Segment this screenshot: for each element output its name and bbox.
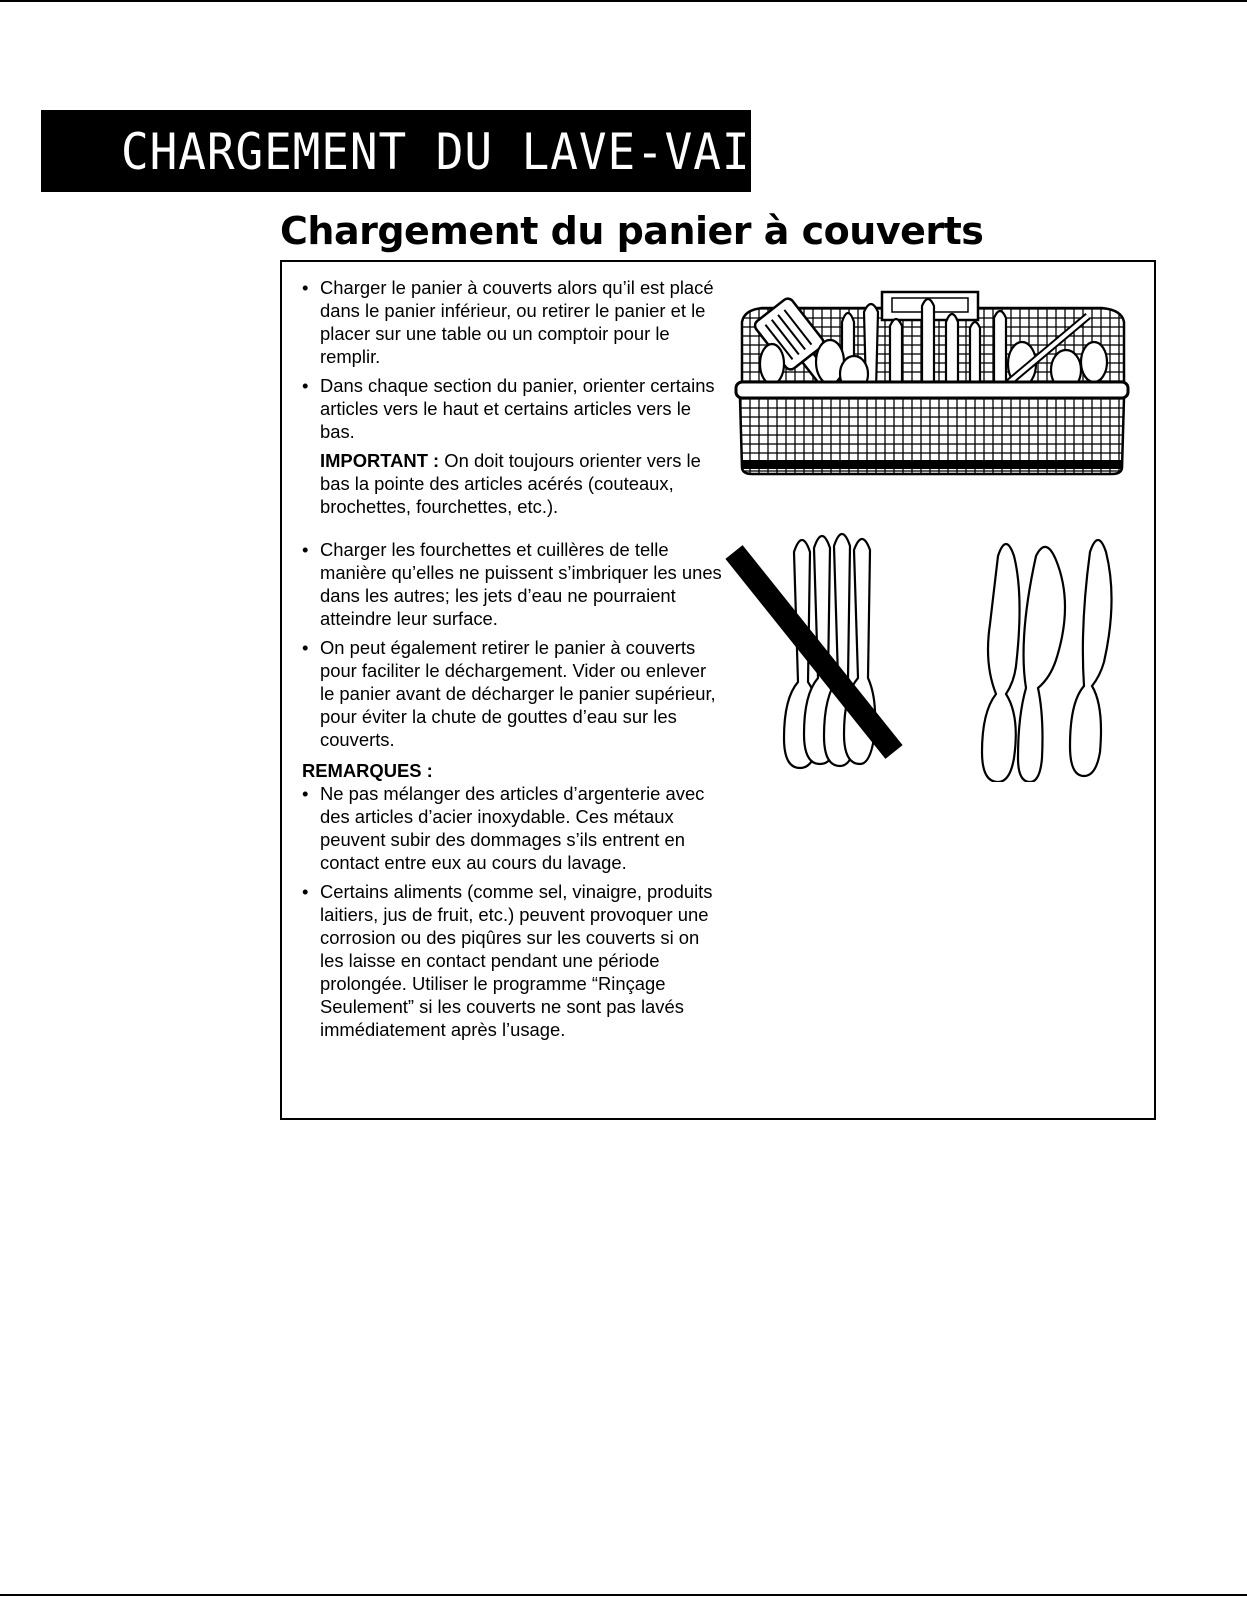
list-item-text: Charger les fourchettes et cuillères de telle manière qu’elles ne puissent s’imbriquer les unes dans les autres; les jets d’eau ne pourraient atteindre leur surface. — [320, 539, 722, 629]
remarques-list — [302, 782, 722, 1041]
content-box — [280, 260, 1156, 1120]
list-item — [302, 276, 722, 368]
remarques-heading: REMARQUES : — [302, 760, 433, 781]
chapter-banner — [41, 110, 923, 192]
list-item-text: Ne pas mélanger des articles d’argenterie avec des articles d’acier inoxydable. Ces métaux peuvent subir des dommages s’ils entrent en contact entre eux au cours du lavage. — [320, 783, 705, 873]
important-label: IMPORTANT : — [320, 450, 440, 471]
page-bottom-rule — [0, 1594, 1247, 1596]
section-title: Chargement du panier à couverts — [280, 209, 984, 253]
list-item-text: Certains aliments (comme sel, vinaigre, produits laitiers, jus de fruit, etc.) peuvent provoquer une corrosion ou des piqûres sur les couverts si on les laisse en contact pendant une période prolongée. Utiliser le programme “Rinçage Seulement” si les couverts ne sont pas lavés immédiatement après l’usage. — [320, 881, 713, 1040]
instructions-column — [302, 276, 722, 1041]
instruction-list-1 — [302, 276, 722, 443]
bullet-icon: • — [302, 539, 309, 560]
list-item — [302, 880, 722, 1041]
important-note — [302, 449, 722, 518]
instruction-list-2 — [302, 538, 722, 751]
list-item-text: Charger le panier à couverts alors qu’il est placé dans le panier inférieur, ou retirer le panier et le placer sur une table ou un comptoir pour le remplir. — [320, 277, 714, 367]
bullet-icon: • — [302, 881, 309, 902]
page-top-rule — [0, 0, 1247, 2]
chapter-title: CHARGEMENT DU LAVE-VAISSELLE — [121, 123, 923, 181]
list-item — [302, 636, 722, 751]
list-item — [302, 538, 722, 630]
bullet-icon: • — [302, 375, 309, 396]
bullet-icon: • — [302, 783, 309, 804]
list-item-text: On peut également retirer le panier à couverts pour faciliter le déchargement. Vider ou enlever le panier avant de décharger le panier supérieur, pour éviter la chute de gouttes d’eau sur les couverts. — [320, 637, 716, 750]
list-item-text: Dans chaque section du panier, orienter certains articles vers le haut et certains articles vers le bas. — [320, 375, 715, 442]
separated-spoons-icon — [972, 532, 1132, 782]
important-text: On doit toujours orienter vers le bas la pointe des articles acérés (couteaux, brochettes, fourchettes, etc.). — [320, 450, 701, 517]
bullet-icon: • — [302, 277, 309, 298]
list-item — [302, 374, 722, 443]
bullet-icon: • — [302, 637, 309, 658]
silverware-basket-icon — [732, 282, 1132, 482]
nested-spoons-crossed-icon — [724, 532, 904, 782]
list-item — [302, 782, 722, 874]
